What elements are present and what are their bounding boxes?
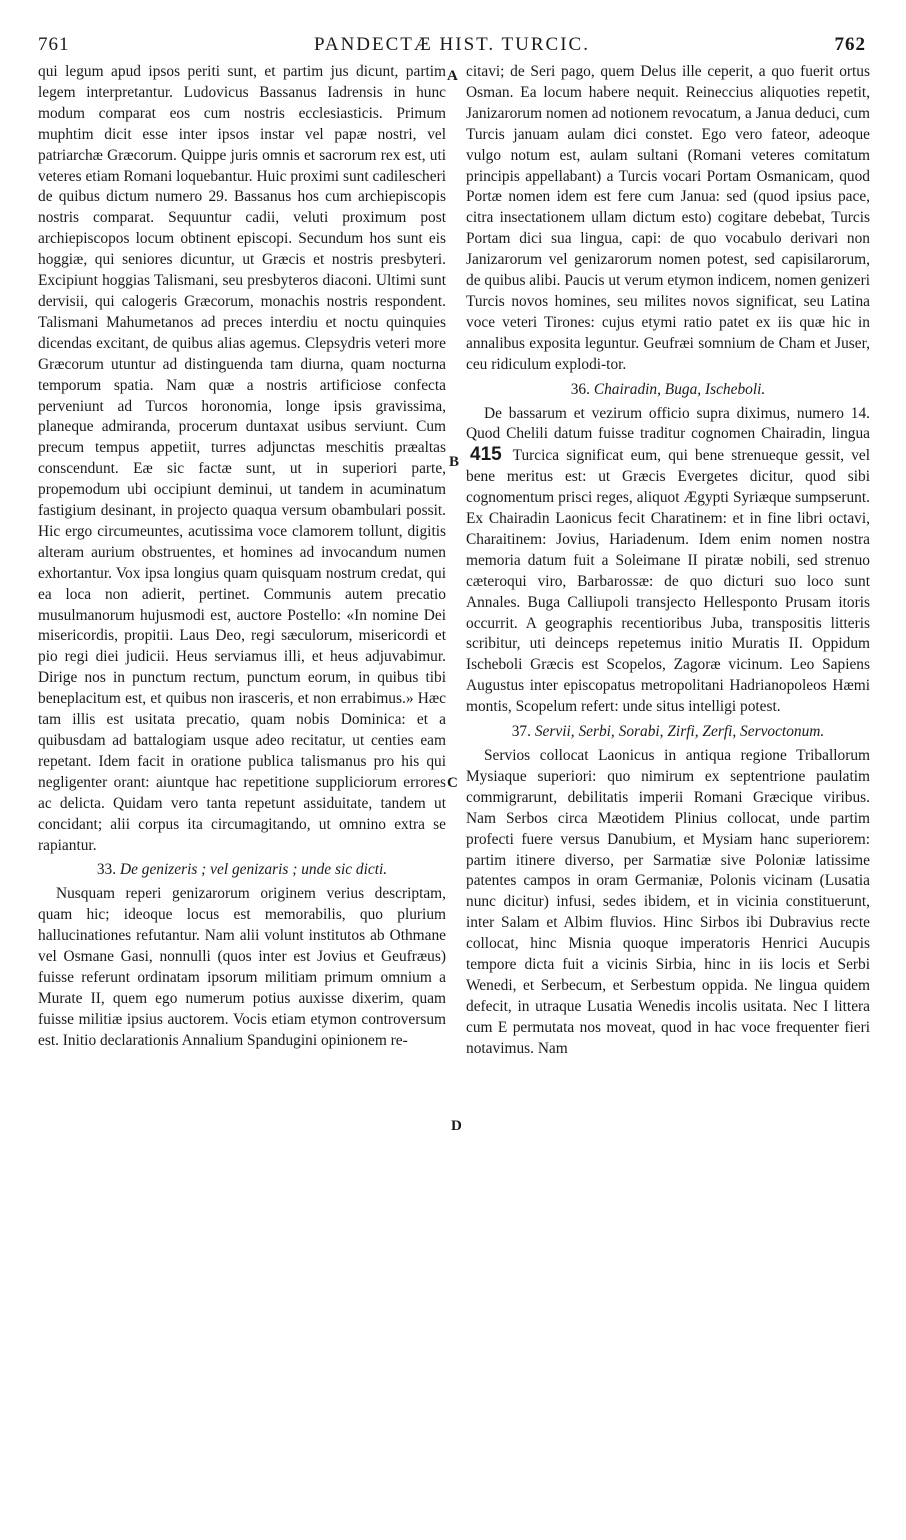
margin-marker-d: D (451, 1118, 462, 1134)
paragraph-text: Turcica significat eum, qui bene strenueque gessit, vel bene meritus est: ut Græcis Evergetes dicitur, quod sibi cognomentum prisci reges, aliquot Ægypti Syriæque sumpserunt. Ex Chairadin Laonicus fecit Charatinem: et in fine libri octavi, Charaitinem: Jovius, Hariadenum. Idem enim nomen nostra memoria datum fuit a Soleimane II piratæ nobili, sed strenuo cæteroqui viro, Barbarossæ: de quo dicturi suo loco sunt Annales. Buga Calliupoli transjecto Hellesponto Prusam itoris occurrit. A geographis recentioribus Juba, transpositis litteris scribitur, uti deinceps repetemus initio Muratis II. Oppidum Ischeboli Græcis est Scopelos, Zagoræ vicinum. Leo Sapiens Augustus inter episcopatus metropolitani Hadrianopoleos Hæmi montis, Scopelum refert: unde situs intelligi potest. (466, 447, 870, 716)
right-column (466, 62, 870, 1060)
running-title: PANDECTÆ HIST. TURCIC. (314, 34, 590, 55)
signature-number: 415 (470, 444, 502, 466)
section-heading-37 (466, 722, 870, 743)
section-number: 37. (511, 723, 531, 741)
right-paragraph-2 (466, 404, 870, 719)
section-heading-33 (38, 860, 446, 881)
margin-marker-b: B (449, 454, 460, 470)
left-paragraph-1: qui legum apud ipsos periti sunt, et partim jus dicunt, partim legem interpretantur. Ludovicus Bassanus Iadrensis in hunc modum comparat eos cum nostris ecclesiasticis. Primum muphtim dicit esse inter ipsos instar vel papæ nostri, vel patriarchæ Græcorum. Quippe juris omnis et sacrorum rex est, uti veteres etiam Romani loquebantur. Huic proximi sunt cadilescheri de quibus dictum numero 29. Bassanus hos cum archiepiscopis nostris comparat. Sequuntur cadii, veluti proximum post archiepiscopos locum obtinent episcopi. Secundum hos sunt eis hoggiæ, qui seniores dicuntur, ut Græcis et nostris presbyteri. Excipiunt hoggias Talismani, seu presbyteros diaconi. Ultimi sunt dervisii, qui calogeris Græcorum, monachis nostris respondent. Talismani Mahumetanos ad preces interdiu et noctu quinquies dicendas excitant, de quibus alias agemus. Clepsydris veteri more Græcorum utuntur ad distinguenda tam diurna, quam nocturna temporum spatia. Nam quæ a nostris artificiose confecta perveniunt ad Turcos horonomia, longe ipsis gravissima, planeque admiranda, procerum duntaxat usibus serviunt. Cum precum tempus appetiit, turres adjunctas meschitis præaltas conscendunt. Eæ sic factæ sunt, ut in superiori parte, propemodum ubi occipiunt deminui, ut tandem in acuminatum fastigium desinant, in projecto quaqua versum obambulari possit. Hic ergo circumeuntes, acutissima voce clamorem tollunt, digitis alteram aurium obstruentes, et homines ad invocandum numen exhortantur. Vox ipsa longius quam quisquam nostrum credat, qui ea loca non adierit, pertinet. Communis autem precatio musulmanorum hujusmodi est, auctore Postello: «In nomine Dei misericordis, propitii. Laus Deo, regi sæculorum, misericordi et pio regi diei judicii. Heus serviamus illi, et heus adjuvabimur. Dirige nos in punctum rectum, punctum eorum, in quibus tibi beneplacitum est, et quibus non irasceris, et non errabimus.» Hæc tam illis est usitata precatio, quam nobis Dominica: et a quibusdam ad battalogiam usque adeo recitatur, ut centies eam repetant. Idem facit in oratione publica talismanus pro his qui negligenter orant: aiuntque hac repetitione suppliciorum errores ac delicta. Quidam vero tanta repetunt assiduitate, tandem ut concidant; alii corpus ita circumagitando, ut omnino extra se rapiantur. (38, 63, 446, 854)
page-number-left: 761 (38, 34, 70, 55)
margin-marker-a: A (447, 68, 458, 84)
section-title: Chairadin, Buga, Ischeboli. (593, 380, 766, 398)
page-number-right: 762 (834, 34, 866, 55)
right-paragraph-3: Servios collocat Laonicus in antiqua regione Triballorum Mysiaque superiori: quo nimirum ex septentrione paulatim commigrarunt, debilitatis imperii Romani Græcique viribus. Nam Serbos circa Mæotidem Plinius collocat, unde partim profecti fuere versus Danubium, et Mysiam hanc superiorem: partim itinere diverso, per Sarmatiæ sive Poloniæ latissime patentes campos in oram Germaniæ, Polonis vicinam (Lusatia nunc dicitur) infusi, sedes ibidem, et in vicinia constituerunt, inter Salam et Albim fluvios. Hinc Sirbos ibi Dubravius recte collocat, hinc Misnia quoque imperatoris Henrici Aucupis tempore dicta fuit a vicinis Sirbia, hinc in iis locis et Serbi Wenedi, et Serbecum, et Serbestum oppida. Ne lingua quidem defecit, in utraque Lusatia Wenedis incolis usitata. Nec I littera cum E permutata nos moveat, quod in hac voce frequenter fieri notavimus. Nam (466, 747, 870, 1057)
left-column (38, 62, 446, 1052)
margin-marker-c: C (447, 775, 458, 791)
section-number: 33. (96, 861, 117, 879)
left-paragraph-2: Nusquam reperi genizarorum originem verius descriptam, quam hic; ideoque locus est memorabilis, quo plurium hallucinationes refutantur. Nam alii volunt institutos ab Othmane vel Osmane Gasi, nonnulli (quos inter est Jovius et Geufræus) fuisse referunt ordinatam ipsorum militiam primum omnium a Murate II, quem ego numerum potius auxisse dixerim, quam fuisse militiæ ipsius auctorem. Vocis etiam etymon controversum est. Initio declarationis Annalium Spandugini opinionem re- (38, 885, 446, 1049)
section-title: De genizeris ; vel genizaris ; unde sic dicti. (119, 861, 388, 879)
section-heading-36 (466, 380, 870, 401)
section-title: Servii, Serbi, Sorabi, Zirfi, Zerfi, Servoctonum. (534, 723, 825, 741)
right-paragraph-1: citavi; de Seri pago, quem Delus ille ceperit, a quo fuerit ortus Osman. Ea locum habere nequit. Reineccius aliquoties repetit, Janizarorum nomen ad notionem revocatum, a Janua deduci, cum Turcis januam aulam dici constet. Ego vero fateor, adeoque vulgo notum est, aulam sultani (Romani veteres comitatum principis appellabant) a Turcis vocari Portam Osmanicam, quod Portæ nomen idem est fere cum Janua: sed (quod ipsius pace, citra insectationem ullam dictum esto) cogitare debebat, Turcis Portam dici sua lingua, capi: de quo vocabulo derivari non Janizarorum vel genizarorum nomen potest, sed capisilarorum, de quibus alibi. Paucis ut verum etymon indicem, nomen genizeri Turcis novos homines, seu milites novos significat, seu Latina voce veteri Tirones: cujus etymi ratio patet ex iis quæ hic in annalibus exposita leguntur. Geufræi somnium de Cham et Juser, ceu ridiculum explodi-tor. (466, 63, 870, 373)
paragraph-text: De bassarum et vezirum officio supra diximus, numero 14. Quod Chelili datum fuisse traditur cognomen Chairadin, lingua (466, 404, 870, 443)
page-header (38, 34, 866, 58)
section-number: 36. (570, 380, 590, 398)
